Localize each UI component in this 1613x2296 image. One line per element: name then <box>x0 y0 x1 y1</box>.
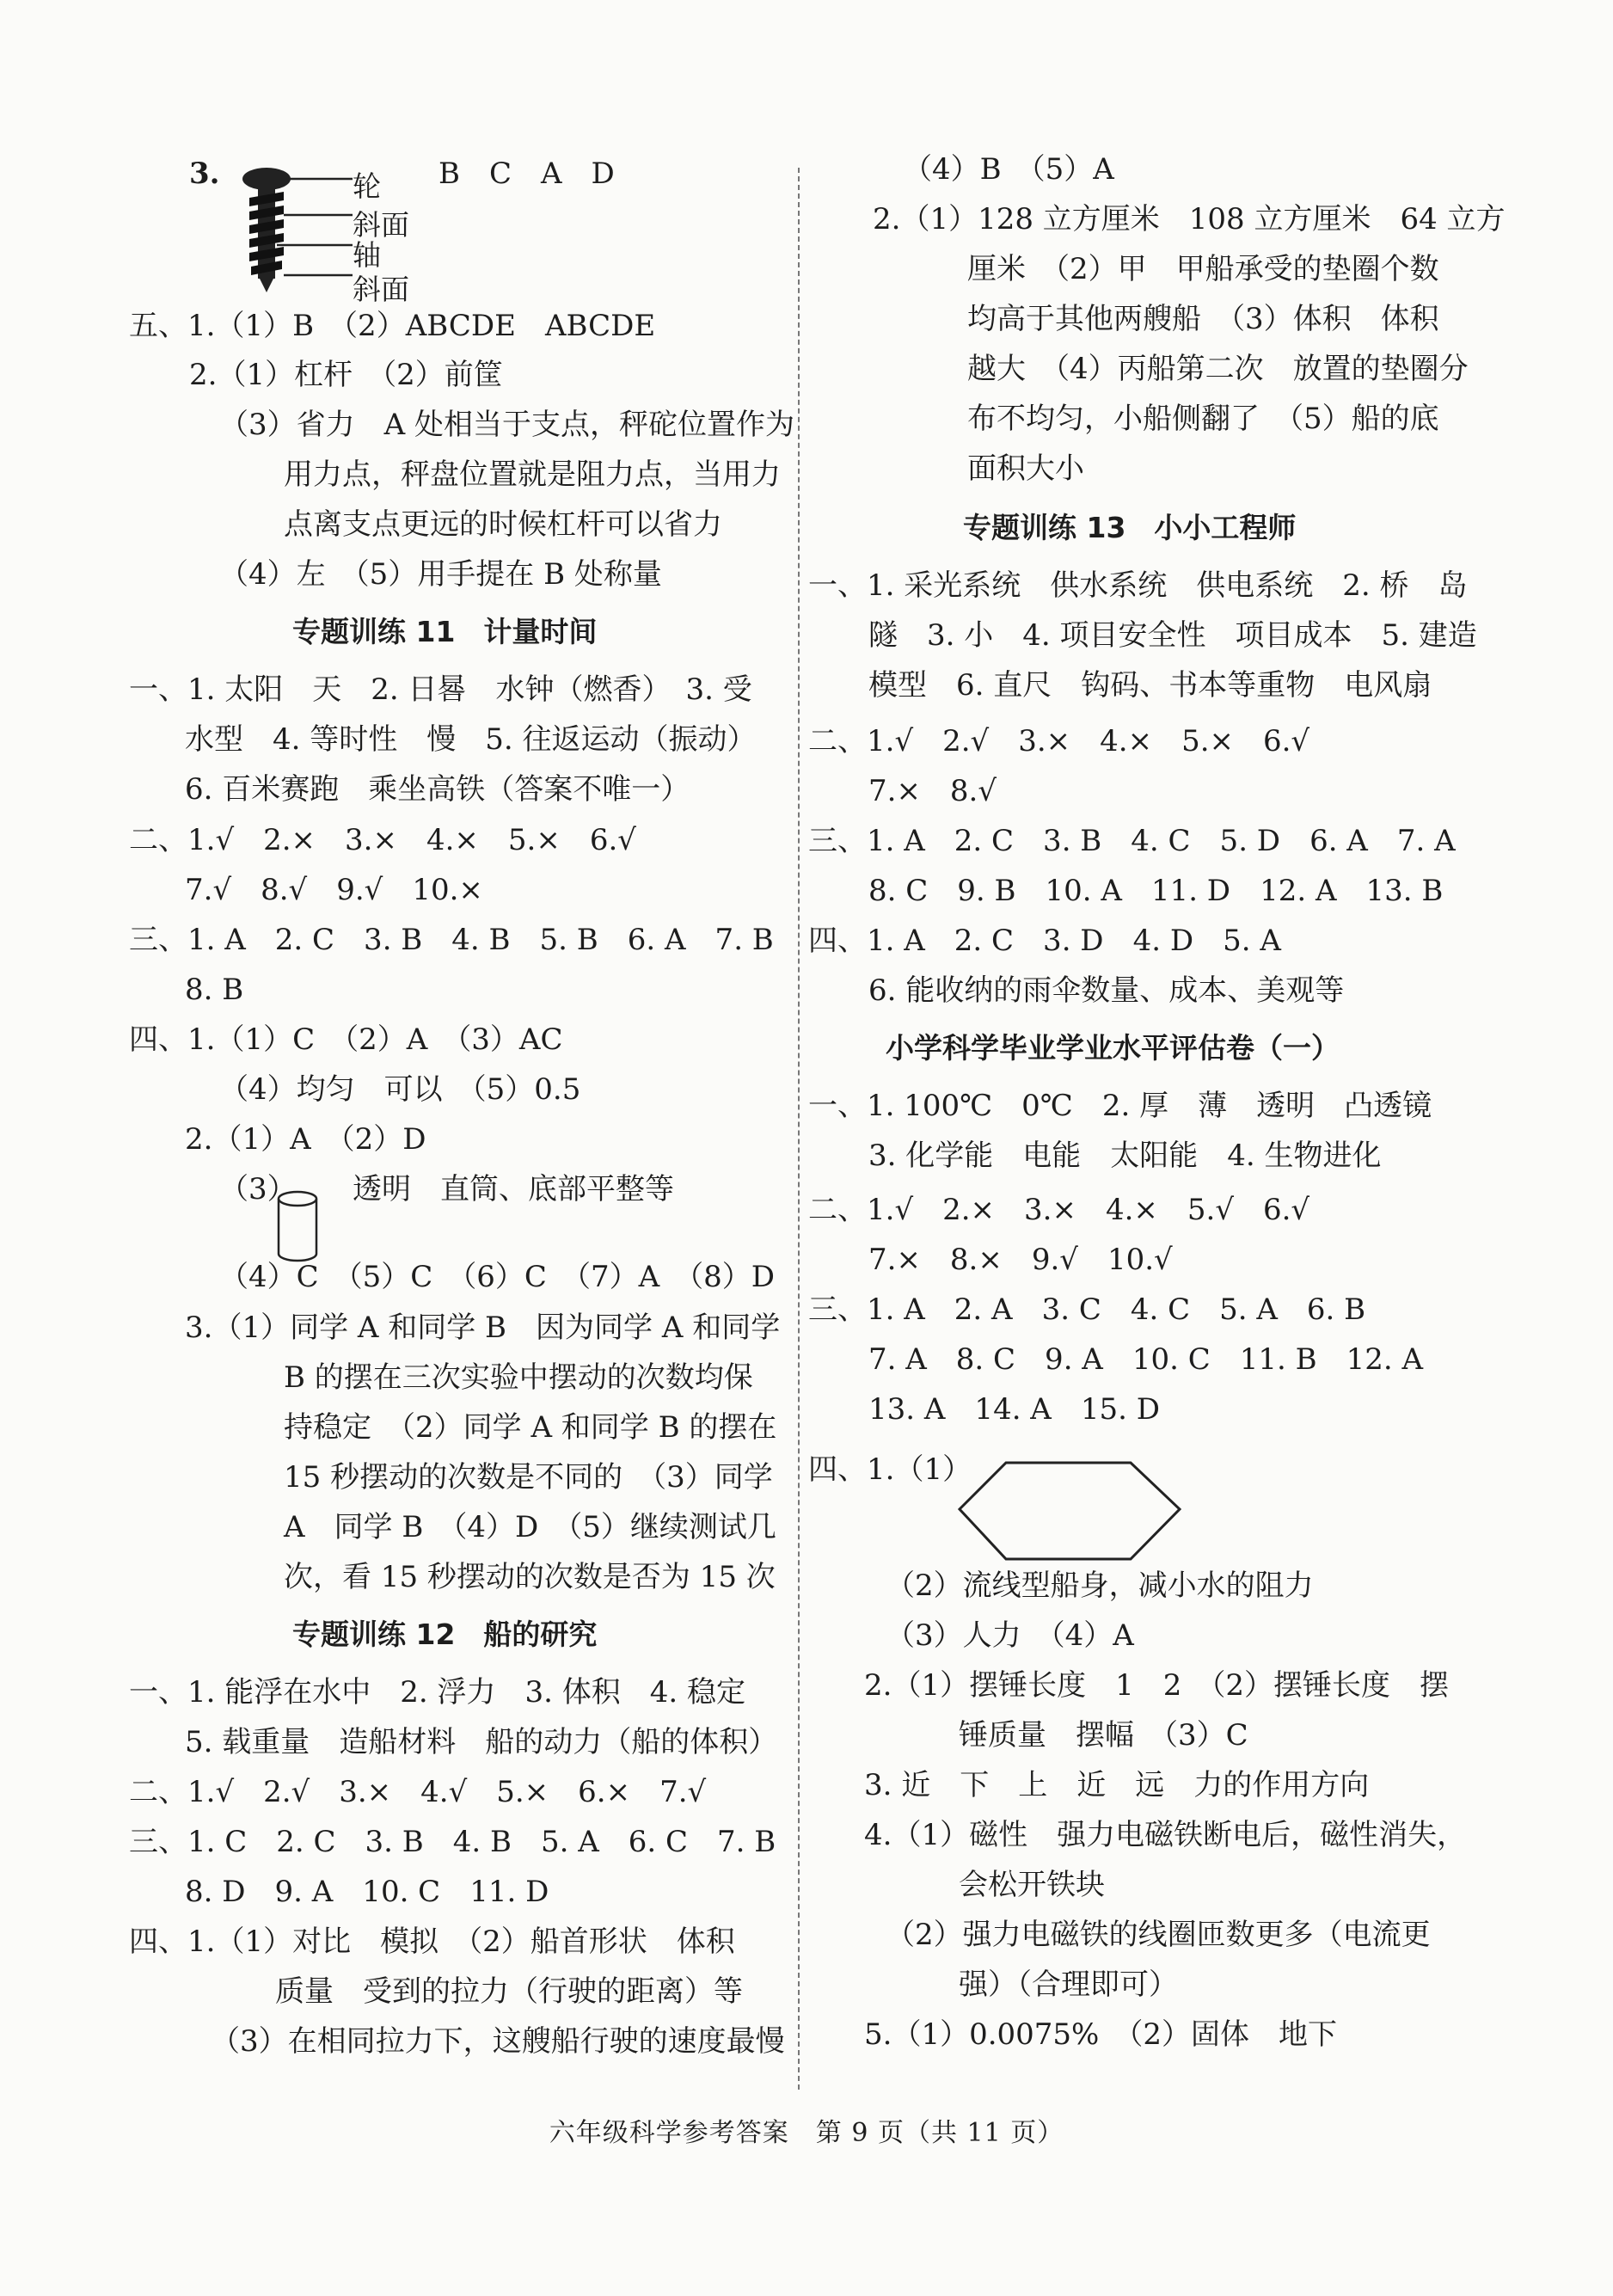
left-answer-line: 一、1. 能浮在水中 2. 浮力 3. 体积 4. 稳定 <box>129 1675 745 1710</box>
left-answer-line: 五、1.（1）B （2）ABCDE ABCDE <box>129 309 656 343</box>
left-answer-line: （4）均匀 可以 （5）0.5 <box>219 1072 581 1107</box>
left-answer-line: 一、1. 太阳 天 2. 日晷 水钟（燃香） 3. 受 <box>129 672 752 707</box>
right-answer-line: 模型 6. 直尺 钩码、书本等重物 电风扇 <box>868 668 1432 703</box>
right-answer-line: 二、1.√ 2.√ 3.× 4.× 5.× 6.√ <box>808 724 1310 758</box>
left-answer-line: 3.（1）同学 A 和同学 B 因为同学 A 和同学 <box>185 1311 781 1345</box>
left-answer-line: 二、1.√ 2.× 3.× 4.× 5.× 6.√ <box>129 823 636 857</box>
right-answer-line: （4）B （5）A <box>903 152 1114 187</box>
left-answer-line: B C A D <box>439 157 615 191</box>
right-answer-line: 4.（1）磁性 强力电磁铁断电后，磁性消失， <box>864 1818 1467 1852</box>
left-answer-line: 持稳定 （2）同学 A 和同学 B 的摆在 <box>284 1410 777 1445</box>
left-section-heading: 专题训练 11 计量时间 <box>292 615 598 648</box>
right-section-heading: 小学科学毕业学业水平评估卷（一） <box>886 1031 1340 1065</box>
right-section-heading: 专题训练 13 小小工程师 <box>963 511 1297 544</box>
hexagon-boat-diagram <box>954 1458 1187 1565</box>
left-answer-line: （3）省力 A 处相当于支点，秤砣位置作为 <box>219 408 794 442</box>
right-answer-line: 6. 能收纳的雨伞数量、成本、美观等 <box>868 973 1345 1008</box>
right-answer-line: 3. 化学能 电能 太阳能 4. 生物进化 <box>868 1139 1382 1173</box>
left-answer-line: 8. D 9. A 10. C 11. D <box>185 1875 549 1909</box>
right-answer-line: 一、1. 100℃ 0℃ 2. 厚 薄 透明 凸透镜 <box>808 1089 1432 1123</box>
left-answer-line: 6. 百米赛跑 乘坐高铁（答案不唯一） <box>185 772 690 807</box>
right-answer-line: 锤质量 摆幅 （3）C <box>959 1718 1248 1753</box>
right-answer-line: 13. A 14. A 15. D <box>868 1392 1161 1427</box>
left-section-heading: 专题训练 12 船的研究 <box>292 1618 598 1651</box>
left-answer-line: （4）左 （5）用手提在 B 处称量 <box>219 557 662 592</box>
left-answer-line: 透明 直筒、底部平整等 <box>353 1172 674 1206</box>
screw-label-axle: 轴 <box>353 238 381 272</box>
screw-diagram <box>232 163 361 301</box>
right-answer-line: 四、1. A 2. C 3. D 4. D 5. A <box>808 924 1281 958</box>
left-answer-line: 二、1.√ 2.√ 3.× 4.√ 5.× 6.× 7.√ <box>129 1775 707 1809</box>
left-answer-line: 三、1. A 2. C 3. B 4. B 5. B 6. A 7. B <box>129 923 774 957</box>
right-answer-line: 布不均匀，小船侧翻了 （5）船的底 <box>967 402 1439 436</box>
right-answer-line: （2）流线型船身，减小水的阻力 <box>886 1569 1314 1603</box>
left-answer-line: 质量 受到的拉力（行驶的距离）等 <box>275 1974 743 2009</box>
page-footer: 六年级科学参考答案 第 9 页（共 11 页） <box>549 2118 1064 2148</box>
screw-label-incline-1: 斜面 <box>353 208 409 242</box>
right-answer-line: 强）（合理即可） <box>959 1968 1178 2002</box>
left-answer-line: （4）C （5）C （6）C （7）A （8）D <box>219 1260 776 1294</box>
right-answer-line: 3. 近 下 上 近 远 力的作用方向 <box>864 1768 1370 1802</box>
right-answer-line: 隧 3. 小 4. 项目安全性 项目成本 5. 建造 <box>868 618 1477 653</box>
left-answer-line: 用力点，秤盘位置就是阻力点，当用力 <box>284 457 781 492</box>
left-answer-line: 四、1.（1）对比 模拟 （2）船首形状 体积 <box>129 1925 735 1959</box>
left-answer-line: A 同学 B （4）D （5）继续测试几 <box>284 1510 776 1544</box>
left-answer-line: 7.√ 8.√ 9.√ 10.× <box>185 873 483 907</box>
left-answer-line: 四、1.（1）C （2）A （3）AC <box>129 1022 563 1057</box>
left-answer-line: 2.（1）杠杆 （2）前筐 <box>189 358 503 392</box>
right-answer-line: 厘米 （2）甲 甲船承受的垫圈个数 <box>967 252 1439 286</box>
left-answer-line: 15 秒摆动的次数是不同的 （3）同学 <box>284 1460 773 1495</box>
right-answer-line: 7.× 8.√ <box>868 774 997 808</box>
right-answer-line: 均高于其他两艘船 （3）体积 体积 <box>967 302 1439 336</box>
right-answer-line: 2.（1）128 立方厘米 108 立方厘米 64 立方 <box>873 202 1506 236</box>
left-answer-line: 8. B <box>185 973 244 1007</box>
left-answer-line: （3）在相同拉力下，这艘船行驶的速度最慢 <box>211 2024 785 2059</box>
left-answer-line: 3. <box>189 157 220 191</box>
left-answer-line: 水型 4. 等时性 慢 5. 往返运动（振动） <box>185 722 757 757</box>
right-answer-line: 面积大小 <box>967 451 1084 486</box>
right-answer-line: （3）人力 （4）A <box>886 1618 1134 1653</box>
left-answer-line: 点离支点更远的时候杠杆可以省力 <box>284 507 722 542</box>
cylinder-diagram <box>273 1188 322 1266</box>
right-answer-line: 7. A 8. C 9. A 10. C 11. B 12. A <box>868 1342 1424 1377</box>
right-answer-line: 三、1. A 2. C 3. B 4. C 5. D 6. A 7. A <box>808 824 1456 858</box>
left-answer-line: 5. 载重量 造船材料 船的动力（船的体积） <box>185 1725 778 1759</box>
left-answer-line: 次，看 15 秒摆动的次数是否为 15 次 <box>284 1560 776 1594</box>
right-answer-line: 四、1.（1） <box>808 1452 972 1487</box>
left-answer-line: B 的摆在三次实验中摆动的次数均保 <box>284 1360 753 1395</box>
column-divider <box>798 168 800 2090</box>
right-answer-line: 会松开铁块 <box>959 1868 1105 1902</box>
right-answer-line: 7.× 8.× 9.√ 10.√ <box>868 1243 1173 1277</box>
right-answer-line: 2.（1）摆锤长度 1 2 （2）摆锤长度 摆 <box>864 1668 1449 1703</box>
right-answer-line: （2）强力电磁铁的线圈匝数更多（电流更 <box>886 1918 1431 1952</box>
right-answer-line: 8. C 9. B 10. A 11. D 12. A 13. B <box>868 874 1444 908</box>
right-answer-line: 二、1.√ 2.× 3.× 4.× 5.√ 6.√ <box>808 1193 1310 1227</box>
right-answer-line: 越大 （4）丙船第二次 放置的垫圈分 <box>967 352 1469 386</box>
right-answer-line: 三、1. A 2. A 3. C 4. C 5. A 6. B <box>808 1292 1366 1327</box>
screw-label-incline-2: 斜面 <box>353 273 409 306</box>
left-answer-line: （3） <box>219 1172 297 1206</box>
screw-label-wheel: 轮 <box>353 169 381 203</box>
left-answer-line: 2.（1）A （2）D <box>185 1122 426 1157</box>
left-answer-line: 三、1. C 2. C 3. B 4. B 5. A 6. C 7. B <box>129 1825 776 1859</box>
right-answer-line: 一、1. 采光系统 供水系统 供电系统 2. 桥 岛 <box>808 568 1468 603</box>
right-answer-line: 5.（1）0.0075% （2）固体 地下 <box>864 2017 1337 2052</box>
